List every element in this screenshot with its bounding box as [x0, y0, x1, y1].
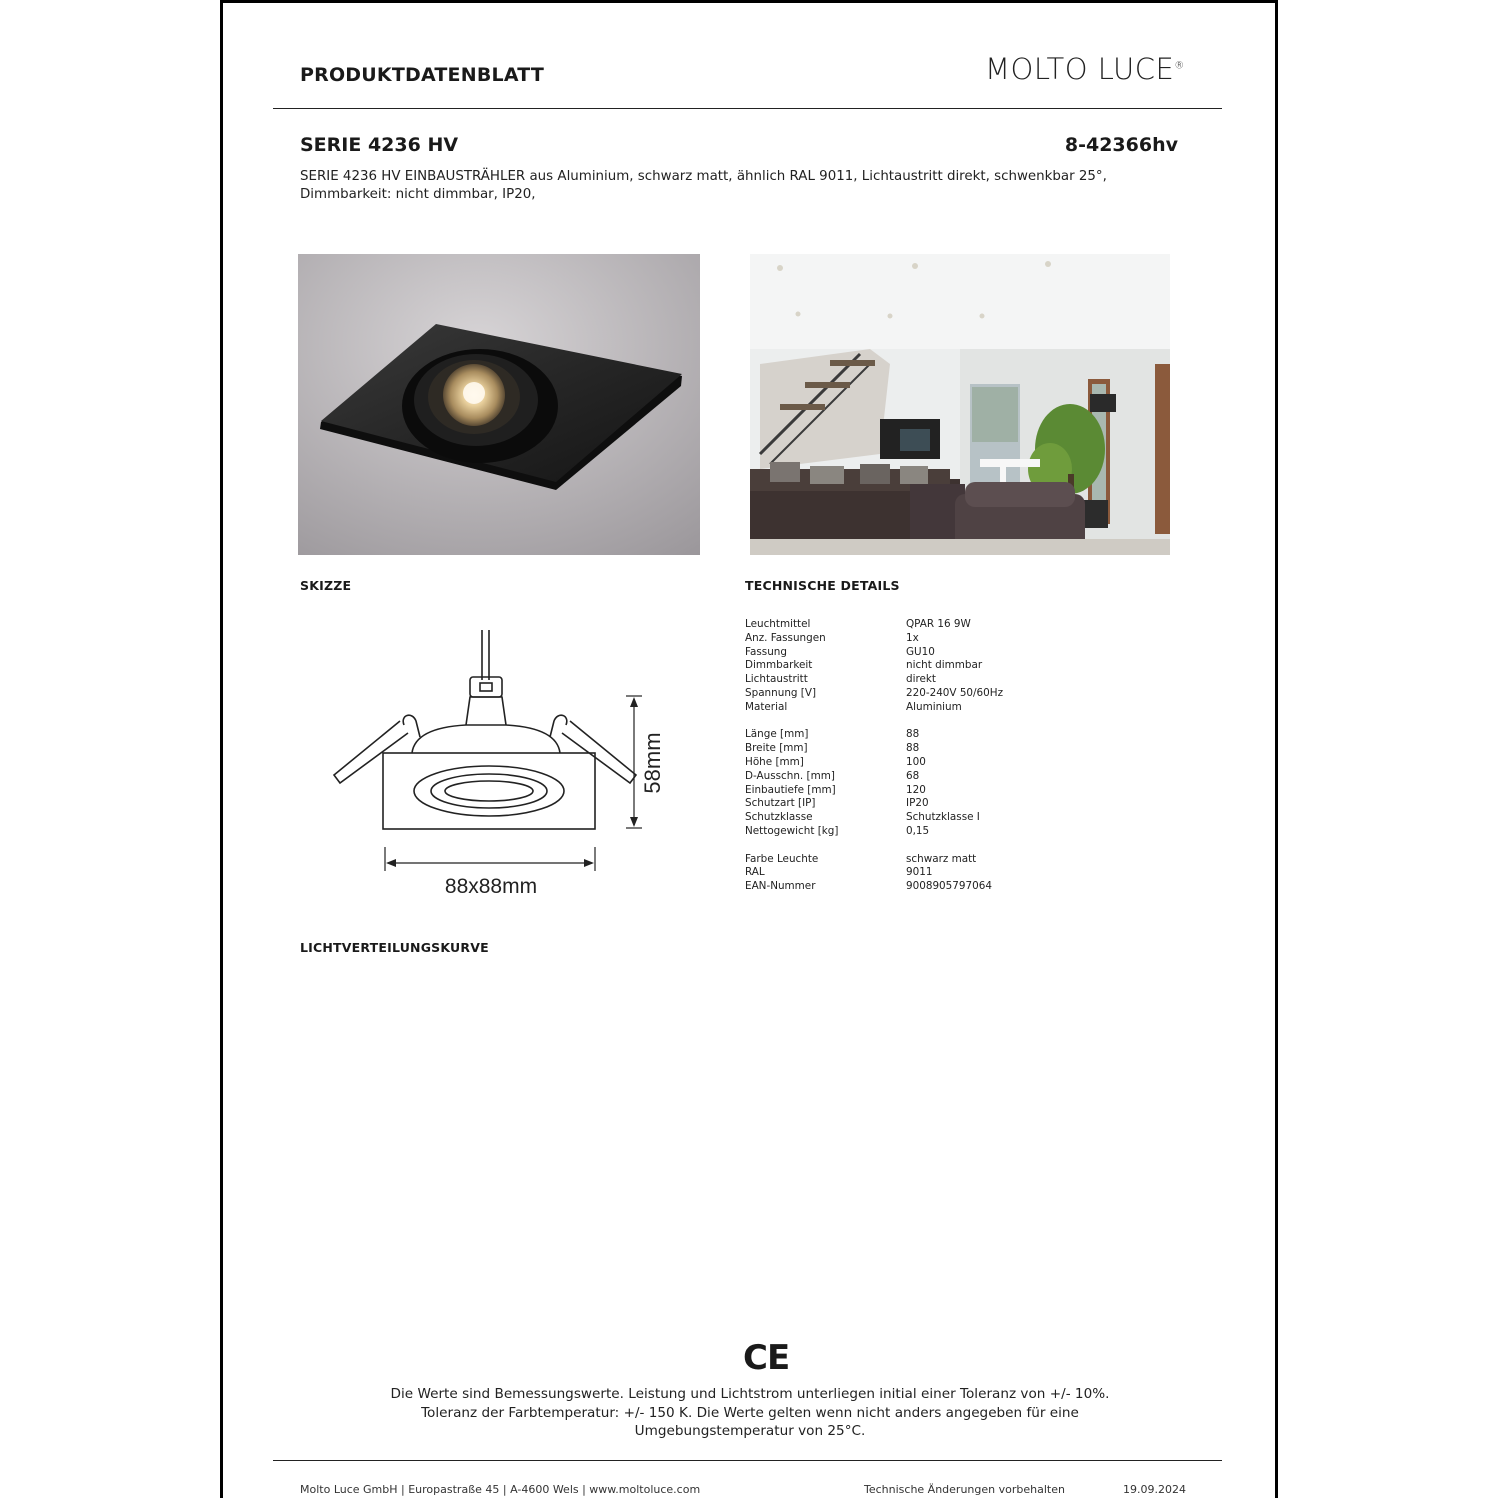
height-dimension-label: 58mm: [640, 732, 665, 794]
spec-label: Lichtaustritt: [745, 673, 808, 686]
ce-mark: CE: [743, 1338, 790, 1378]
technical-details-heading: TECHNISCHE DETAILS: [745, 578, 900, 593]
notice-line: Toleranz der Farbtemperatur: +/- 150 K. Die Werte gelten wenn nicht anders angegeben für eine: [421, 1404, 1079, 1421]
spec-value: 68: [906, 769, 920, 782]
spec-label: Einbautiefe [mm]: [745, 783, 836, 796]
spec-label: Länge [mm]: [745, 728, 809, 741]
disclaimer-footer: Technische Änderungen vorbehalten: [864, 1483, 1065, 1496]
document-title: PRODUKTDATENBLATT: [300, 64, 545, 86]
notice-line: Die Werte sind Bemessungswerte. Leistung und Lichtstrom unterliegen initial einer Toleranz von +/- 10%.: [390, 1386, 1110, 1402]
interior-photo: [750, 254, 1170, 555]
registered-mark: ®: [1174, 60, 1185, 72]
spec-label: Breite [mm]: [745, 742, 808, 755]
spec-row: [745, 770, 1003, 784]
spec-label: Spannung [V]: [745, 686, 817, 699]
article-number: 8-42366hv: [1064, 134, 1178, 156]
spec-value: Schutzklasse I: [906, 811, 980, 824]
spec-row: [745, 880, 1003, 894]
spec-row: [745, 701, 1003, 715]
technical-sketch: [330, 625, 680, 905]
spec-row: [745, 742, 1003, 756]
spec-spacer: [745, 839, 1003, 853]
company-footer: Molto Luce GmbH | Europastraße 45 | A-4600 Wels | www.moltoluce.com: [300, 1483, 701, 1496]
spec-value: IP20: [906, 797, 929, 810]
date-footer: 19.09.2024: [1123, 1483, 1186, 1496]
spec-label: RAL: [745, 866, 765, 879]
width-dimension-label: 88x88mm: [444, 875, 538, 898]
sketch-heading: SKIZZE: [300, 578, 352, 593]
spec-value: nicht dimmbar: [906, 659, 983, 672]
spec-row: [745, 811, 1003, 825]
spec-label: Leuchtmittel: [745, 618, 811, 630]
spec-row: [745, 673, 1003, 687]
spec-row: [745, 618, 1003, 632]
spec-row: [745, 728, 1003, 742]
spec-row: [745, 797, 1003, 811]
spec-label: Höhe [mm]: [745, 755, 804, 768]
spec-label: Material: [745, 700, 788, 713]
spec-row: [745, 866, 1003, 880]
product-photo: [298, 254, 700, 555]
spec-row: [745, 646, 1003, 660]
spec-value: 220-240V 50/60Hz: [906, 686, 1004, 699]
spec-label: Farbe Leuchte: [745, 852, 819, 865]
spec-value: 9008905797064: [906, 880, 992, 893]
tolerance-notice: [300, 1385, 1200, 1441]
notice-line: Umgebungstemperatur von 25°C.: [634, 1423, 866, 1439]
spec-table: [745, 618, 1003, 894]
spec-value: 88: [906, 728, 920, 741]
product-series: SERIE 4236 HV: [300, 134, 459, 156]
header-divider: [273, 108, 1222, 109]
spec-value: direkt: [906, 673, 937, 686]
spec-value: 100: [906, 755, 926, 768]
footer-divider: [273, 1460, 1222, 1461]
spec-value: 9011: [906, 866, 933, 879]
spec-row: [745, 853, 1003, 867]
spec-label: D-Ausschn. [mm]: [745, 769, 835, 782]
spec-label: Dimmbarkeit: [745, 659, 813, 672]
spec-label: Schutzart [IP]: [745, 797, 816, 810]
spec-value: 1x: [906, 631, 919, 644]
spec-row: [745, 687, 1003, 701]
spec-row: [745, 756, 1003, 770]
spec-row: [745, 784, 1003, 798]
spec-value: QPAR 16 9W: [906, 618, 971, 630]
spec-value: 120: [906, 783, 926, 796]
spec-value: 88: [906, 742, 920, 755]
spec-label: Nettogewicht [kg]: [745, 824, 839, 837]
spec-label: Fassung: [745, 645, 787, 658]
product-description: SERIE 4236 HV EINBAUSTRÄHLER aus Aluminium, schwarz matt, ähnlich RAL 9011, Lichtaustritt direkt, schwenkbar 25°, Dimmbarkeit: nicht dimmbar, IP20,: [300, 169, 1107, 202]
spec-row: [745, 632, 1003, 646]
spec-label: Anz. Fassungen: [745, 631, 826, 644]
spec-value: schwarz matt: [906, 852, 977, 865]
spec-value: 0,15: [906, 824, 930, 837]
spec-row: [745, 659, 1003, 673]
spec-value: GU10: [906, 645, 935, 658]
light-distribution-heading: LICHTVERTEILUNGSKURVE: [300, 940, 489, 955]
spec-label: Schutzklasse: [745, 811, 813, 824]
spec-label: EAN-Nummer: [745, 880, 816, 893]
spec-value: Aluminium: [906, 700, 962, 713]
spec-spacer: [745, 715, 1003, 729]
spec-row: [745, 825, 1003, 839]
brand-logo: [985, 52, 1185, 86]
logo-text: MOLTO LUCE: [985, 52, 1175, 86]
